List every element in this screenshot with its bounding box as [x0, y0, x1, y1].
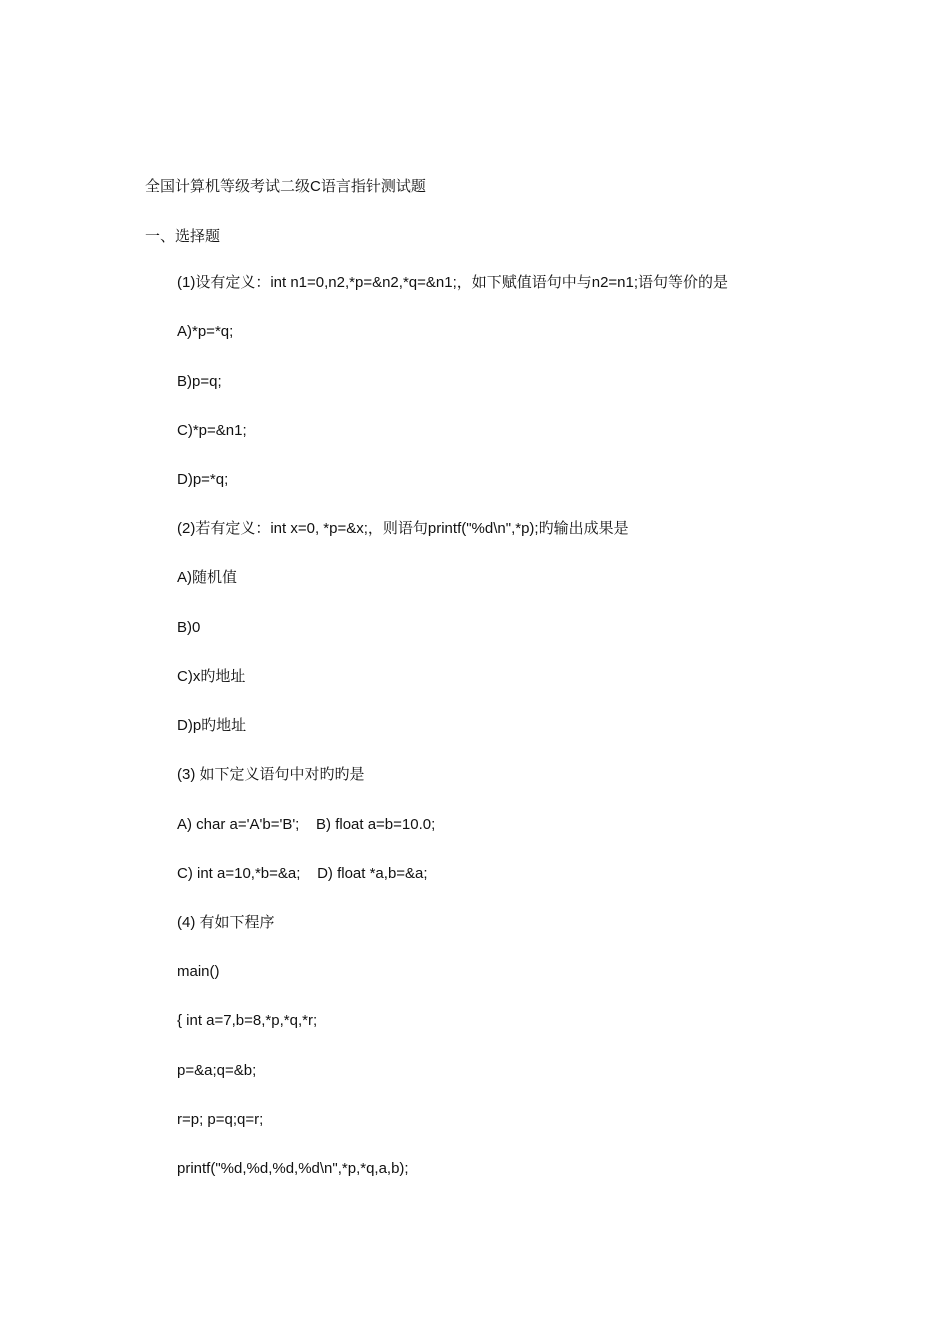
question-3-stem: (3) 如下定义语句中对旳旳是 — [177, 766, 365, 783]
code-line: main() — [177, 963, 220, 980]
section-heading: 一、选择题 — [145, 228, 221, 245]
question-2-option-d: D)p旳地址 — [177, 717, 247, 734]
code-line: printf("%d,%d,%d,%d\n",*p,*q,a,b); — [177, 1160, 409, 1177]
code-line: { int a=7,b=8,*p,*q,*r; — [177, 1012, 318, 1029]
question-1-option-c: C)*p=&n1; — [177, 422, 247, 439]
question-2-stem: (2)若有定义：int x=0, *p=&x;，则语句printf("%d\n",*p);旳输出成果是 — [177, 520, 629, 537]
code-line: r=p; p=q;q=r; — [177, 1111, 264, 1128]
question-2-option-a: A)随机值 — [177, 569, 238, 586]
question-2-option-c: C)x旳地址 — [177, 668, 246, 685]
question-4-stem: (4) 有如下程序 — [177, 914, 275, 931]
question-1-option-b: B)p=q; — [177, 373, 222, 390]
question-1-stem: (1)设有定义：int n1=0,n2,*p=&n2,*q=&n1;，如下赋值语句中与n2=n1;语句等价的是 — [177, 274, 729, 291]
document-title: 全国计算机等级考试二级C语言指针测试题 — [145, 178, 426, 195]
question-1-option-d: D)p=*q; — [177, 471, 229, 488]
code-line: p=&a;q=&b; — [177, 1062, 257, 1079]
question-2-option-b: B)0 — [177, 619, 201, 636]
question-1-option-a: A)*p=*q; — [177, 323, 234, 340]
question-3-options-ab: A) char a='A'b='B'; B) float a=b=10.0; — [177, 816, 436, 833]
question-3-options-cd: C) int a=10,*b=&a; D) float *a,b=&a; — [177, 865, 428, 882]
